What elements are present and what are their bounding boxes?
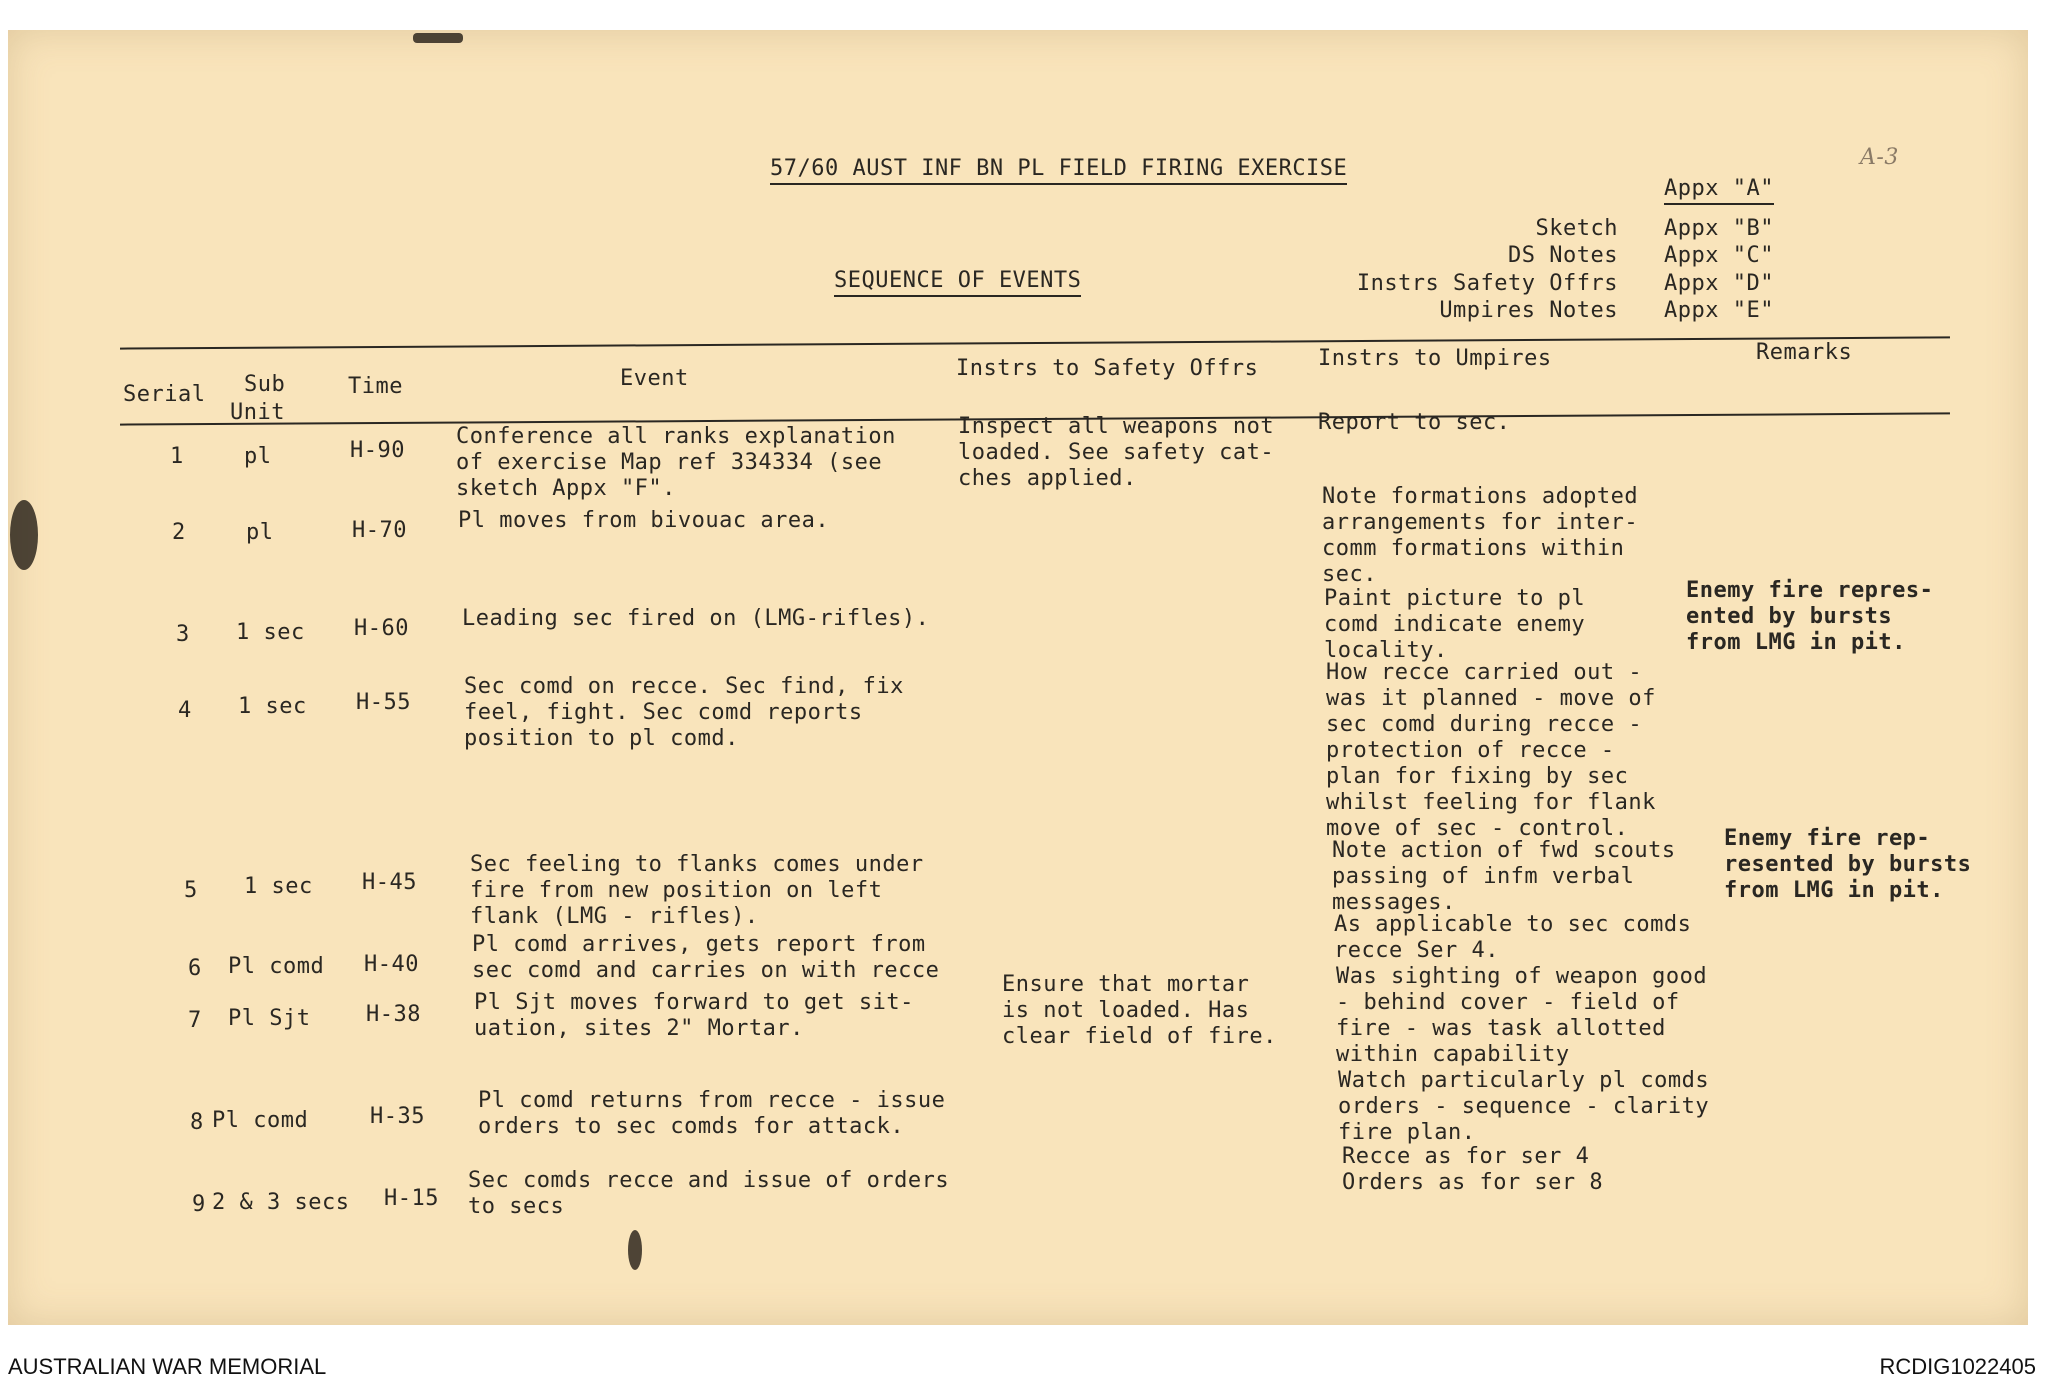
row-subunit: Pl comd bbox=[212, 1108, 309, 1133]
row-umpires: As applicable to sec comds recce Ser 4. bbox=[1334, 912, 1692, 963]
row-time: H-45 bbox=[362, 870, 417, 895]
row-serial: 2 bbox=[172, 520, 186, 545]
row-subunit: 2 & 3 secs bbox=[212, 1190, 350, 1215]
appendix-c-name: DS Notes bbox=[1508, 243, 1618, 268]
handwritten-annotation: A-3 bbox=[1860, 145, 1899, 170]
row-subunit: 1 sec bbox=[244, 874, 313, 899]
col-umpires-header: Instrs to Umpires bbox=[1318, 346, 1552, 371]
row-serial: 6 bbox=[188, 956, 202, 981]
row-serial: 5 bbox=[184, 878, 198, 903]
row-event: Pl Sjt moves forward to get sit- uation, sites 2" Mortar. bbox=[474, 990, 914, 1041]
row-event: Leading sec fired on (LMG-rifles). bbox=[462, 606, 930, 631]
document-subtitle: SEQUENCE OF EVENTS bbox=[834, 268, 1081, 297]
row-time: H-60 bbox=[354, 616, 409, 641]
row-subunit: Pl comd bbox=[228, 954, 325, 979]
row-remarks: Enemy fire rep- resented by bursts from LMG in pit. bbox=[1724, 826, 1972, 903]
ink-smudge bbox=[413, 33, 463, 43]
appendix-e-ref: Appx "E" bbox=[1664, 298, 1774, 323]
col-subunit-header-2: Unit bbox=[230, 400, 285, 425]
appendix-e-name: Umpires Notes bbox=[1439, 298, 1618, 323]
document-title: 57/60 AUST INF BN PL FIELD FIRING EXERCISE bbox=[770, 156, 1347, 185]
archive-credit: AUSTRALIAN WAR MEMORIAL bbox=[8, 1354, 327, 1379]
row-event: Sec feeling to flanks comes under fire from new position on left flank (LMG - rifles). bbox=[470, 852, 924, 929]
row-event: Conference all ranks explanation of exercise Map ref 334334 (see sketch Appx "F". bbox=[456, 424, 896, 501]
appendix-b-ref: Appx "B" bbox=[1664, 216, 1774, 241]
appendix-b-name: Sketch bbox=[1535, 216, 1618, 241]
col-serial-header: Serial bbox=[123, 382, 206, 407]
row-safety: Inspect all weapons not loaded. See safety cat- ches applied. bbox=[958, 414, 1275, 491]
row-remarks: Enemy fire repres- ented by bursts from LMG in pit. bbox=[1686, 578, 1934, 655]
row-event: Sec comd on recce. Sec find, fix feel, fight. Sec comd reports position to pl comd. bbox=[464, 674, 904, 751]
row-serial: 1 bbox=[170, 444, 184, 469]
row-umpires: Paint picture to pl comd indicate enemy locality. bbox=[1324, 586, 1586, 663]
row-subunit: pl bbox=[246, 520, 274, 545]
col-subunit-header: Sub bbox=[244, 372, 286, 397]
appendix-d-name: Instrs Safety Offrs bbox=[1356, 271, 1618, 296]
col-event-header: Event bbox=[620, 366, 689, 391]
row-time: H-15 bbox=[384, 1186, 439, 1211]
row-time: H-35 bbox=[370, 1104, 425, 1129]
appendix-a-ref: Appx "A" bbox=[1664, 176, 1774, 205]
ink-smudge bbox=[628, 1230, 642, 1270]
row-event: Pl comd returns from recce - issue orders to sec comds for attack. bbox=[478, 1088, 946, 1139]
row-umpires: Watch particularly pl comds orders - sequence - clarity fire plan. bbox=[1338, 1068, 1710, 1145]
row-subunit: pl bbox=[244, 444, 272, 469]
row-umpires: Was sighting of weapon good - behind cover - field of fire - was task allotted within capability bbox=[1336, 964, 1708, 1067]
col-remarks-header: Remarks bbox=[1756, 340, 1853, 365]
col-safety-header: Instrs to Safety Offrs bbox=[956, 356, 1259, 381]
row-umpires: Recce as for ser 4 Orders as for ser 8 bbox=[1342, 1144, 1604, 1195]
row-umpires: Note formations adopted arrangements for inter- comm formations within sec. bbox=[1322, 484, 1639, 587]
row-time: H-70 bbox=[352, 518, 407, 543]
row-event: Pl comd arrives, gets report from sec comd and carries on with recce bbox=[472, 932, 940, 983]
row-safety: Ensure that mortar is not loaded. Has clear field of fire. bbox=[1002, 972, 1277, 1049]
row-umpires: Note action of fwd scouts passing of infm verbal messages. bbox=[1332, 838, 1676, 915]
row-event: Pl moves from bivouac area. bbox=[458, 508, 830, 533]
row-serial: 8 bbox=[190, 1110, 204, 1135]
row-umpires: How recce carried out - was it planned - move of sec comd during recce - protection of recce - plan for fixing by sec whilst feeling for flank move of sec - control. bbox=[1326, 660, 1656, 841]
row-subunit: Pl Sjt bbox=[228, 1006, 311, 1031]
row-serial: 9 bbox=[192, 1192, 206, 1217]
row-serial: 7 bbox=[188, 1008, 202, 1033]
row-subunit: 1 sec bbox=[236, 620, 305, 645]
row-time: H-40 bbox=[364, 952, 419, 977]
appendix-c-ref: Appx "C" bbox=[1664, 243, 1774, 268]
row-subunit: 1 sec bbox=[238, 694, 307, 719]
row-serial: 4 bbox=[178, 698, 192, 723]
row-time: H-38 bbox=[366, 1002, 421, 1027]
row-event: Sec comds recce and issue of orders to secs bbox=[468, 1168, 950, 1219]
row-time: H-55 bbox=[356, 690, 411, 715]
row-umpires: Report to sec. bbox=[1318, 410, 1511, 435]
archive-id: RCDIG1022405 bbox=[1879, 1354, 2036, 1379]
appendix-d-ref: Appx "D" bbox=[1664, 271, 1774, 296]
row-serial: 3 bbox=[176, 622, 190, 647]
ink-smudge bbox=[10, 500, 38, 570]
row-time: H-90 bbox=[350, 438, 405, 463]
col-time-header: Time bbox=[348, 374, 403, 399]
